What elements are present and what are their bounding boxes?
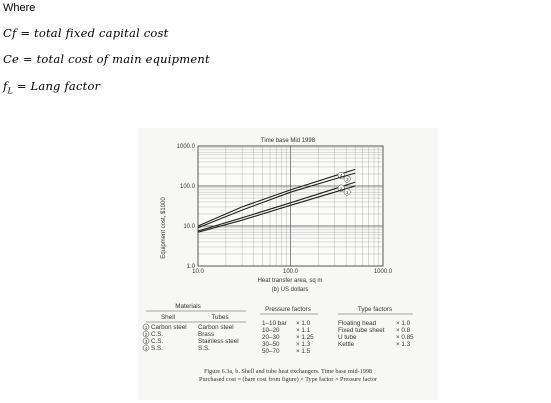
definition-text: total cost of main equipment [36, 52, 210, 66]
x-tick-label: 1000.0 [373, 269, 393, 275]
materials-row [143, 338, 239, 345]
materials-row [143, 345, 210, 352]
scanned-figure [138, 128, 438, 400]
type-factor: × 0.85 [396, 334, 414, 341]
shell-material: C.S. [151, 331, 164, 338]
tubes-material: Carbon steel [198, 324, 234, 331]
figure-caption-line1: Figure 6.3a, b. Shell and tube heat exchangers. Time base mid-1998 [203, 368, 373, 375]
pressure-range: 50–70 [262, 348, 280, 355]
series-label: 2 [339, 186, 343, 192]
series-label: 3 [345, 177, 349, 183]
row-number: 3 [144, 339, 148, 344]
definition-symbol: Cf [3, 26, 17, 40]
definition-text: Lang factor [30, 79, 101, 93]
type-factors-header: Type factors [357, 306, 393, 313]
equals-sign: = [22, 52, 33, 66]
x-tick-label: 10.0 [192, 269, 204, 275]
materials-row [143, 331, 214, 338]
equals-sign: = [16, 79, 27, 93]
exchanger-type: U tube [338, 334, 357, 341]
chart-title: Time base Mid 1998 [260, 138, 316, 144]
pressure-row [262, 348, 311, 355]
pressure-factor: × 1.25 [296, 334, 314, 341]
type-factor-row [338, 341, 411, 348]
pressure-factor: × 1.3 [296, 341, 311, 348]
y-tick-label: 100.0 [179, 184, 195, 190]
where-label: Where [3, 2, 36, 14]
pressure-range: 1–10 bar [262, 320, 287, 327]
exchanger-type: Kettle [338, 341, 355, 348]
row-number: 4 [144, 346, 148, 351]
definition-symbol [3, 79, 13, 96]
tubes-material: Stainless steel [198, 338, 239, 345]
tubes-material: S.S. [198, 345, 210, 352]
pressure-row [262, 334, 314, 341]
type-factor-row [338, 320, 411, 327]
equals-sign: = [20, 26, 31, 40]
shell-material: Carbon steel [151, 324, 187, 331]
tubes-material: Brass [198, 331, 215, 338]
x-axis-label: Heat transfer area, sq m [257, 278, 323, 284]
x-tick-label: 100.0 [282, 269, 299, 275]
pressure-range: 10–20 [262, 327, 280, 334]
row-number: 2 [144, 332, 148, 337]
y-tick-label: 1.0 [186, 264, 195, 270]
y-axis-label: Equipment cost, $1000 [161, 197, 167, 259]
exchanger-type: Fixed tube sheet [338, 327, 385, 334]
type-factor-row [338, 327, 411, 334]
pressure-row [262, 327, 311, 334]
pressure-factor: × 1.1 [296, 327, 311, 334]
row-number: 1 [144, 325, 148, 330]
definition-cf [3, 26, 168, 40]
pressure-header: Pressure factors [265, 306, 311, 313]
pressure-row [262, 341, 311, 348]
definition-text: total fixed capital cost [34, 26, 169, 40]
figure-svg [138, 128, 438, 400]
pressure-row [262, 320, 311, 327]
definition-ce [3, 52, 210, 66]
type-factor: × 1.0 [396, 320, 411, 327]
chart-subcaption: (b) US dollars [271, 287, 309, 293]
shell-material: C.S. [151, 338, 164, 345]
symbol-subscript: L [7, 86, 13, 96]
type-factor: × 0.8 [396, 327, 411, 334]
materials-col-shell: Shell [160, 314, 176, 321]
y-tick-label: 10.0 [183, 224, 195, 230]
shell-material: S.S. [151, 345, 163, 352]
chart-grid [198, 146, 383, 266]
exchanger-type: Floating head [338, 320, 377, 327]
type-factor-row [338, 334, 414, 341]
definition-symbol: Ce [3, 52, 20, 66]
type-factor: × 1.3 [396, 341, 411, 348]
series-label: 4 [339, 174, 343, 180]
pressure-factor: × 1.5 [296, 348, 311, 355]
materials-row [143, 324, 234, 331]
figure-caption-line2: Purchased cost = (bare cost from figure) × Type factor × Pressure factor [199, 376, 377, 383]
series-label: 1 [345, 190, 349, 196]
materials-header: Materials [175, 303, 201, 310]
pressure-factor: × 1.0 [296, 320, 311, 327]
definition-fl [3, 79, 100, 95]
materials-col-tubes: Tubes [211, 314, 229, 321]
pressure-range: 30–50 [262, 341, 280, 348]
symbol-base: f [3, 79, 8, 93]
pressure-range: 20–30 [262, 334, 280, 341]
y-tick-label: 1000.0 [176, 144, 195, 150]
